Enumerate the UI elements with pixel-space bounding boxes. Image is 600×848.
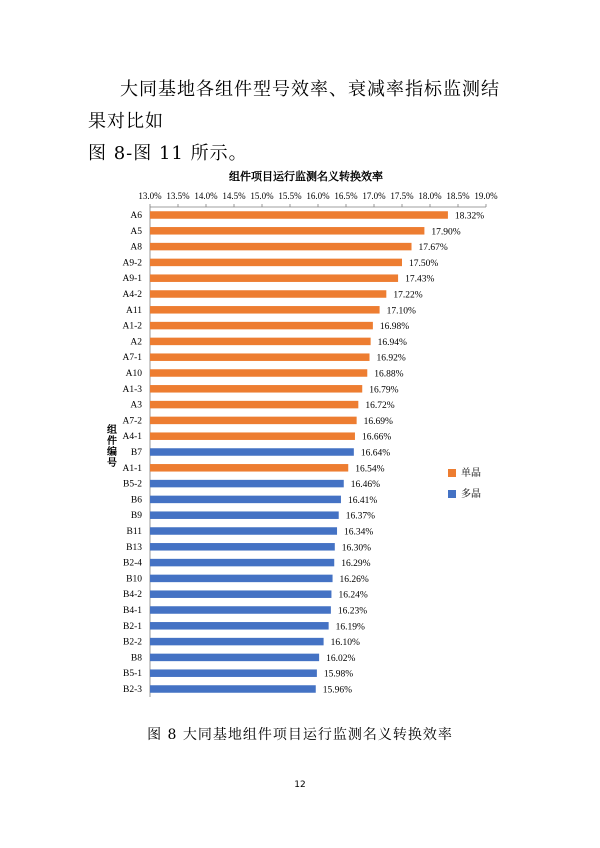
data-label: 16.54% (355, 464, 385, 475)
data-label: 16.29% (341, 559, 371, 570)
data-label: 16.34% (344, 527, 374, 538)
category-label: B2-3 (123, 685, 142, 695)
data-label: 16.26% (339, 574, 369, 585)
data-label: 16.10% (330, 638, 360, 649)
data-label: 16.66% (361, 432, 392, 443)
x-tick-label: 14.0% (194, 191, 218, 201)
bar (150, 496, 341, 504)
bars (150, 211, 448, 693)
efficiency-bar-chart (0, 160, 600, 705)
category-label: A7-2 (122, 416, 142, 427)
bar (150, 211, 448, 219)
x-tick-label: 16.5% (334, 191, 358, 201)
y-label-char: 组 (107, 425, 117, 436)
figure-caption: 图 8 大同基地组件项目运行监测名义转换效率 (147, 727, 453, 743)
category-label: A11 (125, 305, 142, 316)
x-tick-label: 16.0% (306, 191, 330, 201)
data-label: 17.90% (431, 227, 461, 238)
category-label: A9-2 (122, 258, 142, 269)
data-label: 17.43% (405, 274, 435, 285)
x-tick-label: 18.0% (418, 191, 442, 201)
x-axis (138, 191, 498, 697)
x-tick-label: 17.0% (362, 191, 386, 201)
x-tick-label: 14.5% (222, 191, 246, 201)
data-label: 17.67% (418, 243, 448, 254)
bar (150, 243, 412, 251)
bar (150, 353, 370, 361)
x-tick-label: 15.5% (278, 191, 302, 201)
data-label: 16.19% (335, 622, 365, 633)
x-tick-label: 19.0% (474, 191, 498, 201)
data-label: 16.41% (347, 495, 378, 506)
bar (150, 685, 316, 693)
bar (150, 448, 354, 456)
bar (150, 480, 344, 488)
data-label: 16.02% (326, 653, 356, 664)
bar (150, 322, 373, 330)
category-label: B2-4 (123, 558, 142, 569)
category-labels (122, 211, 142, 695)
x-tick-label: 18.5% (446, 191, 470, 201)
data-label: 16.37% (345, 511, 376, 522)
category-label: B11 (126, 527, 142, 537)
data-label: 17.22% (393, 290, 423, 301)
bar (150, 543, 335, 551)
category-label: B10 (126, 574, 142, 585)
category-label: A9-1 (122, 274, 142, 285)
category-label: B5-2 (123, 479, 142, 490)
category-label: A4-1 (122, 432, 142, 443)
category-label: B4-2 (123, 590, 142, 601)
bar (150, 654, 319, 662)
y-label-char: 编 (107, 447, 117, 458)
bar (150, 432, 355, 440)
category-label: A2 (130, 337, 142, 348)
bar (150, 369, 367, 377)
intro-paragraph (88, 74, 518, 170)
bar (150, 274, 398, 282)
category-label: B5-1 (123, 669, 142, 680)
category-label: A8 (130, 242, 142, 253)
category-label: B2-2 (123, 637, 142, 648)
bar (150, 338, 371, 346)
x-tick-label: 15.0% (250, 191, 274, 201)
intro-line-1: 大同基地各组件型号效率、衰减率指标监测结果对比如 (88, 79, 500, 132)
category-label: B13 (126, 542, 142, 553)
data-label: 18.32% (454, 211, 485, 222)
bar (150, 401, 358, 409)
category-label: A3 (130, 400, 142, 411)
category-label: B8 (130, 653, 142, 664)
bar (150, 669, 317, 677)
bar (150, 511, 339, 519)
category-label: B2-1 (123, 621, 142, 632)
bar (150, 385, 362, 393)
chart-title: 组件项目运行监测名义转换效率 (229, 171, 383, 183)
category-label: A6 (130, 211, 142, 221)
category-label: A7-1 (122, 353, 142, 364)
data-label: 16.88% (374, 369, 404, 380)
data-label: 15.96% (322, 685, 353, 696)
bar (150, 527, 337, 535)
data-label: 16.23% (337, 606, 368, 617)
data-label: 16.72% (365, 401, 395, 412)
bar (150, 575, 333, 583)
data-label: 16.64% (360, 448, 391, 459)
legend-swatch (448, 490, 456, 498)
legend-swatch (448, 469, 456, 477)
category-label: B9 (130, 511, 142, 522)
category-label: B4-1 (123, 606, 142, 616)
x-tick-label: 17.5% (390, 191, 414, 201)
bar (150, 638, 324, 646)
legend (448, 466, 481, 500)
bar (150, 622, 329, 630)
bar (150, 559, 334, 567)
data-label: 16.30% (341, 543, 372, 554)
category-label: B6 (130, 495, 142, 506)
data-label: 16.46% (350, 480, 381, 491)
x-tick-label: 13.5% (166, 191, 190, 201)
data-label: 16.94% (377, 337, 407, 348)
data-label: 16.79% (369, 385, 399, 396)
data-label: 17.50% (409, 258, 439, 269)
bar (150, 290, 386, 298)
category-label: A10 (125, 369, 142, 379)
legend-label: 多晶 (461, 489, 481, 500)
y-label-char: 号 (107, 458, 117, 469)
data-label: 16.98% (379, 322, 410, 333)
data-label: 16.69% (363, 416, 393, 427)
data-label: 16.92% (376, 353, 406, 364)
bar (150, 606, 331, 614)
category-label: A1-2 (122, 321, 142, 332)
data-label: 16.24% (338, 590, 368, 601)
intro-line-2: 图 8-图 11 所示。 (88, 143, 248, 164)
legend-label: 单晶 (461, 468, 481, 479)
bar (150, 306, 380, 314)
category-label: A5 (130, 226, 142, 237)
bar (150, 227, 424, 235)
bar (150, 259, 402, 267)
category-label: A1-3 (122, 384, 142, 395)
y-axis-label (106, 423, 117, 469)
x-tick-label: 13.0% (138, 191, 162, 201)
category-label: A1-1 (122, 463, 142, 474)
data-label: 17.10% (386, 306, 416, 317)
y-label-char: 件 (107, 436, 117, 447)
bar (150, 417, 357, 425)
page-number: 12 (294, 780, 306, 790)
bar (150, 590, 331, 598)
data-label: 15.98% (323, 669, 354, 680)
category-label: B7 (130, 448, 142, 458)
bar (150, 464, 348, 472)
category-label: A4-2 (122, 290, 142, 300)
